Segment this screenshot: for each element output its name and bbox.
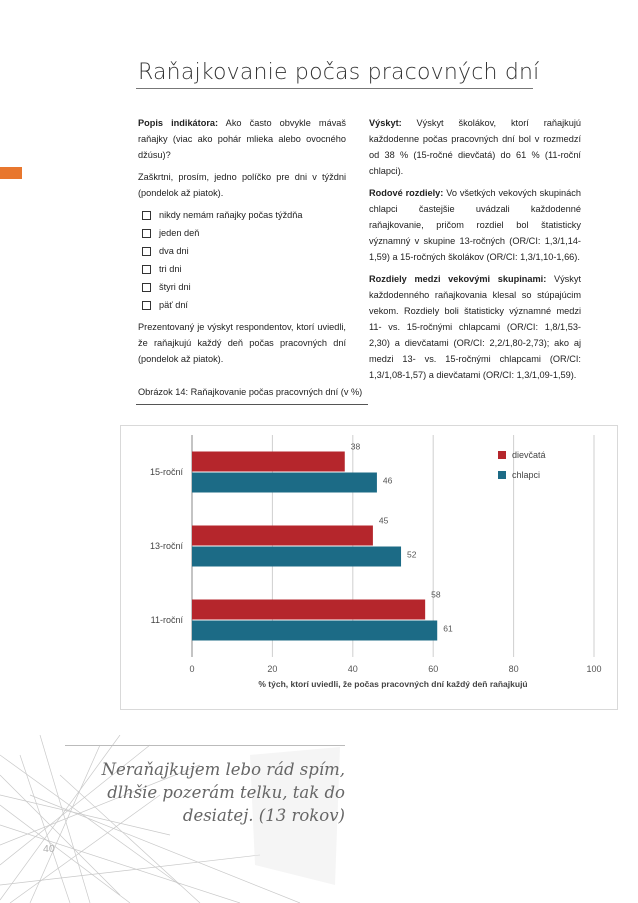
title-underline	[136, 88, 533, 89]
checkbox-icon	[142, 265, 151, 274]
breakfast-bar-chart	[120, 425, 618, 710]
checkbox-icon	[142, 211, 151, 220]
category-label: 15-roční	[149, 467, 183, 477]
option-item	[138, 243, 346, 259]
x-tick-label: 20	[267, 664, 278, 674]
checkbox-icon	[142, 247, 151, 256]
section-marker	[0, 167, 22, 179]
option-item	[138, 225, 346, 241]
pull-quote	[55, 758, 345, 827]
age-label: Rozdiely medzi vekovými skupinami:	[369, 274, 547, 284]
x-axis-title: % tých, ktorí uviedli, že počas pracovných dní každý deň raňajkujú	[258, 679, 528, 689]
value-label: 38	[350, 441, 361, 452]
value-label: 45	[378, 515, 389, 526]
page-number: 40	[43, 843, 55, 855]
x-tick-label: 40	[347, 664, 358, 674]
option-label: päť dní	[159, 300, 188, 310]
figure-caption: Obrázok 14: Raňajkovanie počas pracovných dní (v %)	[138, 387, 363, 397]
gender-text: Vo všetkých vekových skupinách chlapci častejšie uvádzali každodenné raňajkovanie, pričom rozdiel bol štatisticky významný v skupine 13-ročných (OR/CI: 1,3/1,14-1,59) a 15-ročných školákov (OR/CI: 1,3/1,10-1,66).	[369, 188, 581, 262]
bar-chlapci	[192, 621, 437, 641]
checkbox-icon	[142, 229, 151, 238]
legend-label: chlapci	[512, 470, 541, 480]
bar-chlapci	[192, 547, 401, 567]
bar-chlapci	[192, 473, 377, 493]
quote-line: Neraňajkujem lebo rád spím,	[101, 760, 345, 779]
value-label: 46	[382, 475, 393, 486]
x-tick-label: 100	[586, 664, 602, 674]
value-label: 52	[407, 549, 417, 560]
option-label: jeden deň	[159, 228, 200, 238]
option-item	[138, 279, 346, 295]
legend-swatch	[498, 451, 506, 459]
category-label: 11-roční	[150, 615, 183, 625]
option-item	[138, 261, 346, 277]
indicator-description	[138, 115, 346, 163]
quote-line: desiatej. (13 rokov)	[182, 806, 345, 825]
quote-line: dlhšie pozerám telku, tak do	[107, 783, 345, 802]
age-text: Výskyt každodenného raňajkovania klesal so stúpajúcim vekom. Rozdiely boli štatisticky významné medzi 11- vs. 15-ročnými chlapcami (OR/CI: 1,8/1,53-2,30) a dievčatami (OR/CI: 2,2/1,80-2,73); ako aj medzi 13- vs. 15-ročnými chlapcami (OR/CI: 1,3/1,08-1,57) a dievčatami (OR/CI: 1,3/1,09-1,59).	[369, 274, 582, 380]
presented-note: Prezentovaný je výskyt respondentov, ktorí uviedli, že raňajkujú každý deň počas pracovných dní (pondelok až piatok).	[138, 322, 346, 364]
checkbox-icon	[142, 283, 151, 292]
indicator-label: Popis indikátora:	[138, 118, 219, 128]
bar-dievčatá	[192, 452, 345, 472]
x-tick-label: 60	[428, 664, 439, 674]
value-label: 61	[443, 623, 453, 634]
gender-paragraph	[369, 185, 581, 265]
bar-dievčatá	[192, 526, 373, 546]
bar-dievčatá	[192, 600, 425, 620]
option-label: nikdy nemám raňajky počas týždňa	[159, 210, 303, 220]
quote-divider	[65, 745, 345, 746]
prevalence-paragraph	[369, 115, 581, 179]
prevalence-label: Výskyt:	[369, 118, 402, 128]
value-label: 58	[431, 589, 441, 600]
legend-label: dievčatá	[512, 450, 546, 460]
indicator-text: Ako často obvykle mávaš raňajky (viac ako pohár mlieka alebo ovocného džúsu)?	[138, 118, 346, 160]
instruction-text: Zaškrtni, prosím, jedno políčko pre dni v týždni (pondelok až piatok).	[138, 172, 346, 198]
option-label: tri dni	[159, 264, 182, 274]
option-label: štyri dni	[159, 282, 191, 292]
option-item	[138, 297, 346, 313]
option-label: dva dni	[159, 246, 189, 256]
legend-swatch	[498, 471, 506, 479]
checkbox-icon	[142, 301, 151, 310]
x-tick-label: 0	[189, 664, 195, 674]
category-label: 13-roční	[149, 541, 183, 551]
x-tick-label: 80	[508, 664, 519, 674]
age-paragraph	[369, 271, 581, 383]
options-list	[138, 207, 346, 313]
prevalence-text: Výskyt školákov, ktorí raňajkujú každodenne počas pracovných dní bol v rozmedzí od 38 % (15-ročné dievčatá) do 61 % (11-roční chlapci).	[369, 118, 581, 176]
left-column	[138, 115, 346, 373]
gender-label: Rodové rozdiely:	[369, 188, 444, 198]
caption-underline	[136, 404, 368, 405]
option-item	[138, 207, 346, 223]
page-title: Raňajkovanie počas pracovných dní	[138, 60, 540, 85]
right-column	[369, 115, 581, 389]
